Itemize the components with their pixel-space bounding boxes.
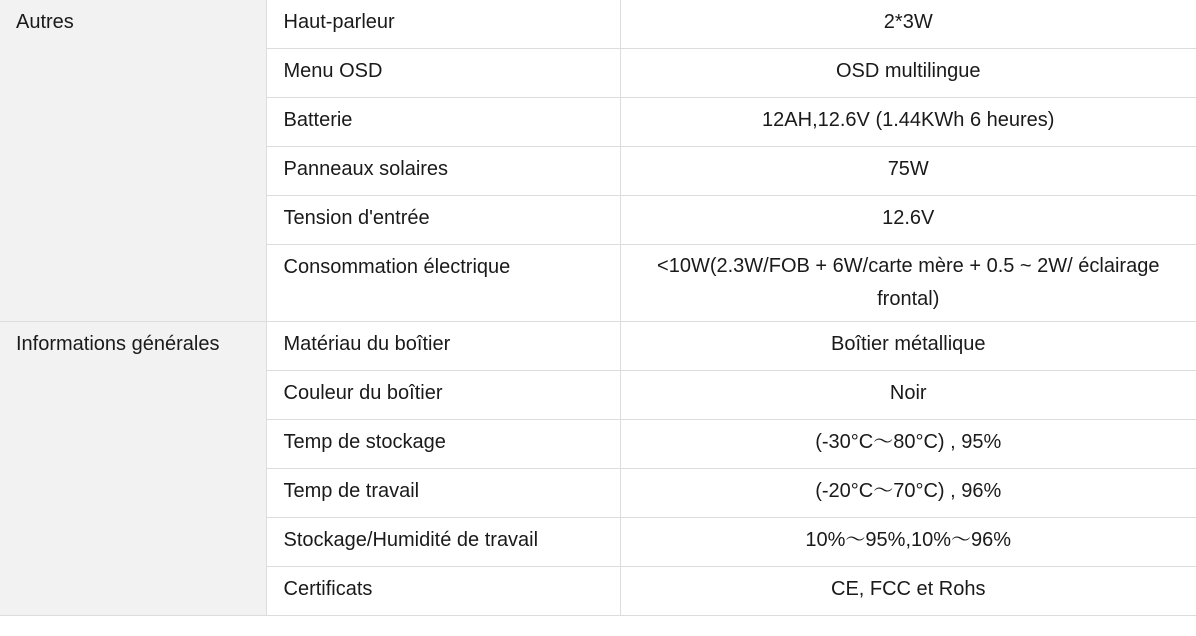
spec-label: Temp de travail: [266, 469, 620, 518]
spec-value: 12AH,12.6V (1.44KWh 6 heures): [620, 98, 1196, 147]
spec-label: Temp de stockage: [266, 420, 620, 469]
spec-label: Certificats: [266, 567, 620, 616]
spec-label: Couleur du boîtier: [266, 371, 620, 420]
spec-label: Menu OSD: [266, 49, 620, 98]
group-label-autres: Autres: [0, 0, 266, 322]
spec-label: Stockage/Humidité de travail: [266, 518, 620, 567]
spec-label: Panneaux solaires: [266, 147, 620, 196]
spec-value: 2*3W: [620, 0, 1196, 49]
spec-value: (-30°C～80°C) , 95%: [620, 420, 1196, 469]
spec-value: Noir: [620, 371, 1196, 420]
spec-value: Boîtier métallique: [620, 322, 1196, 371]
spec-value: <10W(2.3W/FOB + 6W/carte mère + 0.5 ~ 2W/ éclairage frontal): [620, 245, 1196, 322]
group-label-informations-generales: Informations générales: [0, 322, 266, 616]
spec-value: 12.6V: [620, 196, 1196, 245]
spec-value: CE, FCC et Rohs: [620, 567, 1196, 616]
table-row: [0, 0, 1196, 49]
spec-label: Haut-parleur: [266, 0, 620, 49]
spec-value: 10%～95%,10%～96%: [620, 518, 1196, 567]
spec-label: Batterie: [266, 98, 620, 147]
spec-value: 75W: [620, 147, 1196, 196]
table-row: [0, 322, 1196, 371]
spec-label: Consommation électrique: [266, 245, 620, 322]
spec-value: (-20°C～70°C) , 96%: [620, 469, 1196, 518]
spec-value: OSD multilingue: [620, 49, 1196, 98]
spec-label: Matériau du boîtier: [266, 322, 620, 371]
spec-label: Tension d'entrée: [266, 196, 620, 245]
